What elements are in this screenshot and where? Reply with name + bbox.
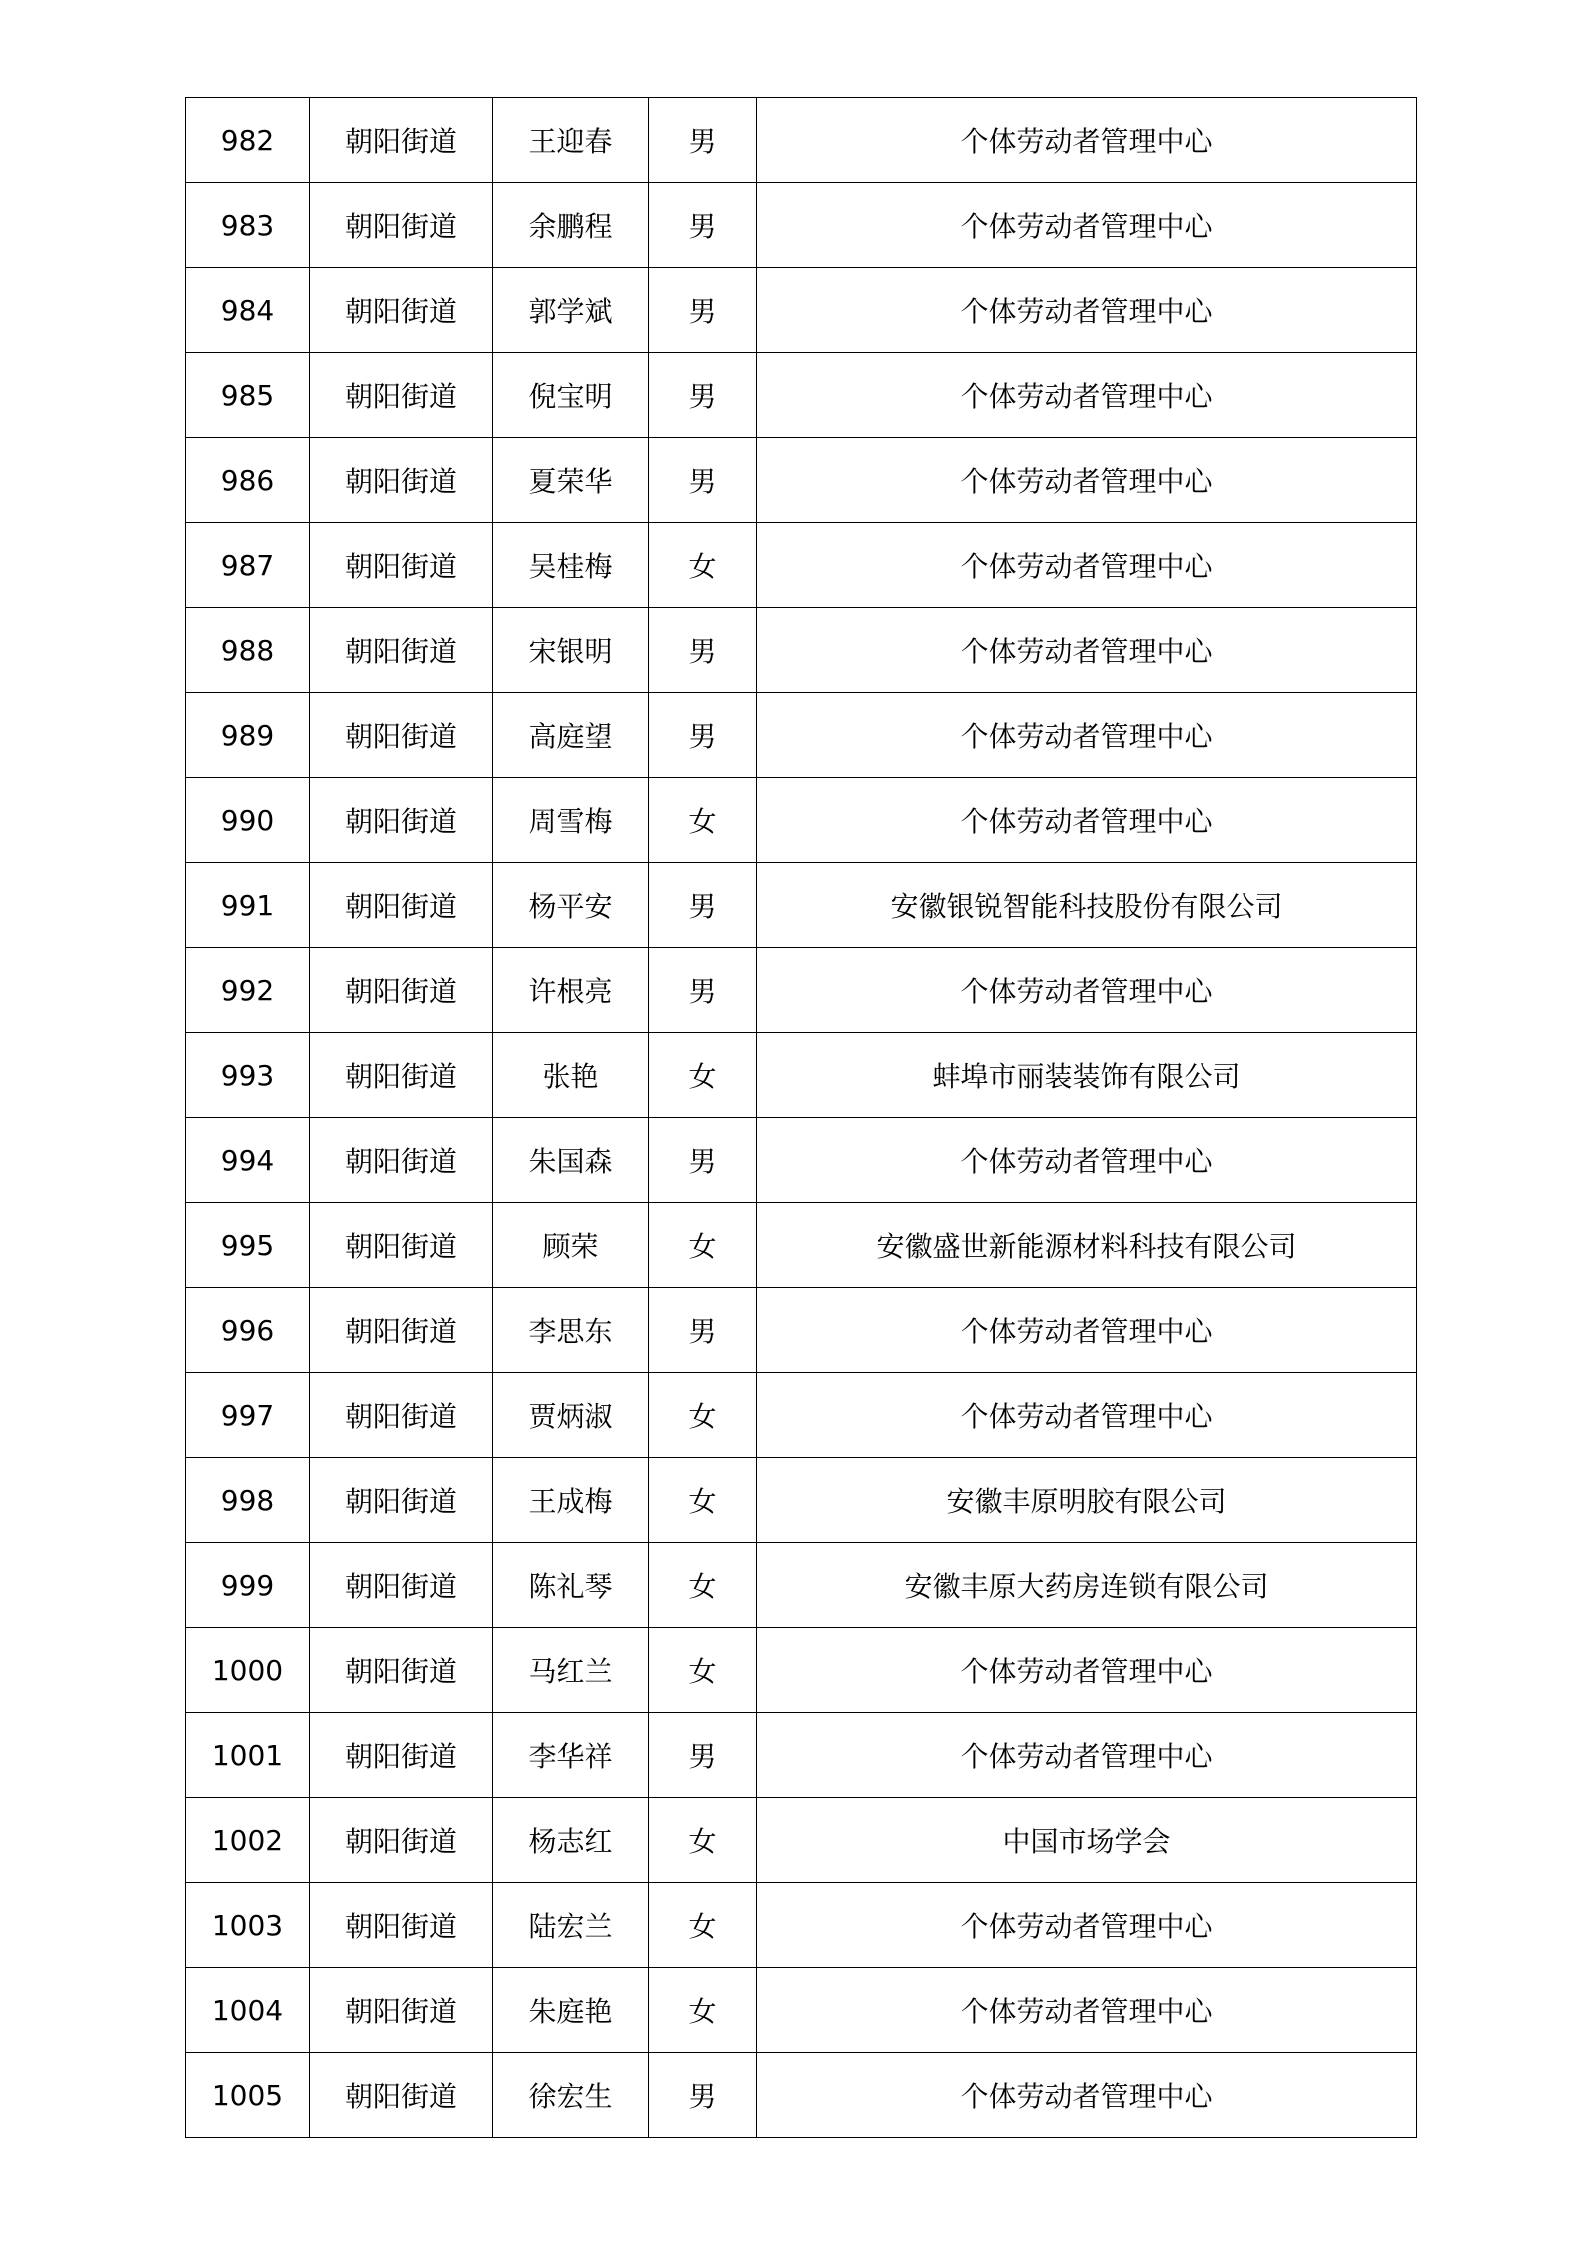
cell-number: 1001: [186, 1713, 310, 1798]
cell-street: 朝阳街道: [310, 693, 493, 778]
cell-name: 高庭望: [493, 693, 649, 778]
cell-number: 1004: [186, 1968, 310, 2053]
cell-name: 宋银明: [493, 608, 649, 693]
cell-gender: 女: [649, 1203, 757, 1288]
cell-street: 朝阳街道: [310, 1288, 493, 1373]
cell-name: 朱国森: [493, 1118, 649, 1203]
cell-street: 朝阳街道: [310, 2053, 493, 2138]
cell-organization: 个体劳动者管理中心: [757, 608, 1417, 693]
table-row: [186, 268, 1417, 353]
cell-street: 朝阳街道: [310, 948, 493, 1033]
cell-name: 周雪梅: [493, 778, 649, 863]
cell-organization: 安徽丰原明胶有限公司: [757, 1458, 1417, 1543]
table-row: [186, 2053, 1417, 2138]
cell-name: 吴桂梅: [493, 523, 649, 608]
table-row: [186, 1543, 1417, 1628]
cell-gender: 女: [649, 778, 757, 863]
cell-name: 马红兰: [493, 1628, 649, 1713]
cell-street: 朝阳街道: [310, 353, 493, 438]
table-row: [186, 1288, 1417, 1373]
table-row: [186, 1458, 1417, 1543]
cell-gender: 男: [649, 863, 757, 948]
cell-number: 996: [186, 1288, 310, 1373]
cell-name: 王迎春: [493, 98, 649, 183]
cell-organization: 个体劳动者管理中心: [757, 778, 1417, 863]
cell-street: 朝阳街道: [310, 1628, 493, 1713]
cell-organization: 个体劳动者管理中心: [757, 438, 1417, 523]
cell-number: 984: [186, 268, 310, 353]
table-row: [186, 948, 1417, 1033]
cell-gender: 女: [649, 1798, 757, 1883]
cell-number: 1005: [186, 2053, 310, 2138]
table-row: [186, 1628, 1417, 1713]
cell-street: 朝阳街道: [310, 1118, 493, 1203]
cell-gender: 男: [649, 438, 757, 523]
cell-name: 顾荣: [493, 1203, 649, 1288]
cell-organization: 中国市场学会: [757, 1798, 1417, 1883]
cell-organization: 个体劳动者管理中心: [757, 98, 1417, 183]
cell-organization: 个体劳动者管理中心: [757, 948, 1417, 1033]
table-row: [186, 778, 1417, 863]
table-row: [186, 863, 1417, 948]
cell-name: 郭学斌: [493, 268, 649, 353]
cell-gender: 男: [649, 1713, 757, 1798]
table-row: [186, 1033, 1417, 1118]
cell-number: 993: [186, 1033, 310, 1118]
cell-street: 朝阳街道: [310, 778, 493, 863]
cell-street: 朝阳街道: [310, 608, 493, 693]
cell-gender: 男: [649, 353, 757, 438]
table-row: [186, 183, 1417, 268]
cell-name: 倪宝明: [493, 353, 649, 438]
cell-organization: 安徽银锐智能科技股份有限公司: [757, 863, 1417, 948]
cell-organization: 个体劳动者管理中心: [757, 1968, 1417, 2053]
cell-name: 夏荣华: [493, 438, 649, 523]
cell-name: 李思东: [493, 1288, 649, 1373]
cell-gender: 男: [649, 608, 757, 693]
cell-name: 李华祥: [493, 1713, 649, 1798]
cell-gender: 男: [649, 183, 757, 268]
roster-table-body: [186, 98, 1417, 2138]
cell-street: 朝阳街道: [310, 268, 493, 353]
cell-gender: 女: [649, 1458, 757, 1543]
cell-organization: 个体劳动者管理中心: [757, 1628, 1417, 1713]
table-row: [186, 353, 1417, 438]
cell-street: 朝阳街道: [310, 1458, 493, 1543]
cell-street: 朝阳街道: [310, 1968, 493, 2053]
cell-number: 988: [186, 608, 310, 693]
cell-number: 985: [186, 353, 310, 438]
cell-name: 杨志红: [493, 1798, 649, 1883]
cell-organization: 安徽丰原大药房连锁有限公司: [757, 1543, 1417, 1628]
cell-number: 995: [186, 1203, 310, 1288]
cell-gender: 女: [649, 1373, 757, 1458]
cell-street: 朝阳街道: [310, 523, 493, 608]
cell-organization: 蚌埠市丽装装饰有限公司: [757, 1033, 1417, 1118]
cell-gender: 男: [649, 2053, 757, 2138]
cell-name: 陈礼琴: [493, 1543, 649, 1628]
table-row: [186, 1883, 1417, 1968]
cell-number: 986: [186, 438, 310, 523]
roster-table: [185, 97, 1417, 2138]
table-row: [186, 523, 1417, 608]
cell-gender: 男: [649, 948, 757, 1033]
cell-street: 朝阳街道: [310, 183, 493, 268]
cell-name: 王成梅: [493, 1458, 649, 1543]
cell-name: 贾炳淑: [493, 1373, 649, 1458]
cell-organization: 个体劳动者管理中心: [757, 353, 1417, 438]
cell-gender: 女: [649, 1543, 757, 1628]
cell-organization: 个体劳动者管理中心: [757, 1883, 1417, 1968]
table-row: [186, 1118, 1417, 1203]
table-row: [186, 438, 1417, 523]
cell-organization: 个体劳动者管理中心: [757, 693, 1417, 778]
cell-street: 朝阳街道: [310, 1713, 493, 1798]
table-row: [186, 1373, 1417, 1458]
cell-name: 许根亮: [493, 948, 649, 1033]
cell-number: 987: [186, 523, 310, 608]
table-row: [186, 1968, 1417, 2053]
cell-number: 997: [186, 1373, 310, 1458]
cell-gender: 男: [649, 268, 757, 353]
cell-name: 杨平安: [493, 863, 649, 948]
cell-gender: 男: [649, 1118, 757, 1203]
cell-street: 朝阳街道: [310, 863, 493, 948]
cell-organization: 个体劳动者管理中心: [757, 1118, 1417, 1203]
table-row: [186, 1798, 1417, 1883]
cell-street: 朝阳街道: [310, 1203, 493, 1288]
cell-gender: 男: [649, 98, 757, 183]
cell-street: 朝阳街道: [310, 1033, 493, 1118]
cell-name: 徐宏生: [493, 2053, 649, 2138]
cell-number: 982: [186, 98, 310, 183]
cell-organization: 个体劳动者管理中心: [757, 1373, 1417, 1458]
cell-number: 1003: [186, 1883, 310, 1968]
cell-name: 朱庭艳: [493, 1968, 649, 2053]
cell-street: 朝阳街道: [310, 1798, 493, 1883]
cell-number: 992: [186, 948, 310, 1033]
cell-number: 989: [186, 693, 310, 778]
table-row: [186, 98, 1417, 183]
table-row: [186, 1713, 1417, 1798]
table-row: [186, 1203, 1417, 1288]
cell-name: 张艳: [493, 1033, 649, 1118]
cell-name: 余鹏程: [493, 183, 649, 268]
cell-street: 朝阳街道: [310, 438, 493, 523]
table-row: [186, 693, 1417, 778]
cell-organization: 个体劳动者管理中心: [757, 183, 1417, 268]
cell-street: 朝阳街道: [310, 98, 493, 183]
cell-organization: 个体劳动者管理中心: [757, 2053, 1417, 2138]
cell-number: 1002: [186, 1798, 310, 1883]
cell-street: 朝阳街道: [310, 1543, 493, 1628]
cell-number: 998: [186, 1458, 310, 1543]
cell-number: 983: [186, 183, 310, 268]
cell-number: 999: [186, 1543, 310, 1628]
cell-street: 朝阳街道: [310, 1883, 493, 1968]
cell-organization: 个体劳动者管理中心: [757, 523, 1417, 608]
cell-gender: 女: [649, 1883, 757, 1968]
table-row: [186, 608, 1417, 693]
cell-organization: 个体劳动者管理中心: [757, 268, 1417, 353]
cell-number: 1000: [186, 1628, 310, 1713]
cell-number: 991: [186, 863, 310, 948]
cell-gender: 男: [649, 1288, 757, 1373]
cell-gender: 女: [649, 1033, 757, 1118]
cell-number: 994: [186, 1118, 310, 1203]
cell-gender: 女: [649, 1968, 757, 2053]
cell-gender: 男: [649, 693, 757, 778]
cell-street: 朝阳街道: [310, 1373, 493, 1458]
cell-organization: 个体劳动者管理中心: [757, 1288, 1417, 1373]
cell-organization: 个体劳动者管理中心: [757, 1713, 1417, 1798]
cell-number: 990: [186, 778, 310, 863]
cell-name: 陆宏兰: [493, 1883, 649, 1968]
cell-organization: 安徽盛世新能源材料科技有限公司: [757, 1203, 1417, 1288]
cell-gender: 女: [649, 1628, 757, 1713]
cell-gender: 女: [649, 523, 757, 608]
